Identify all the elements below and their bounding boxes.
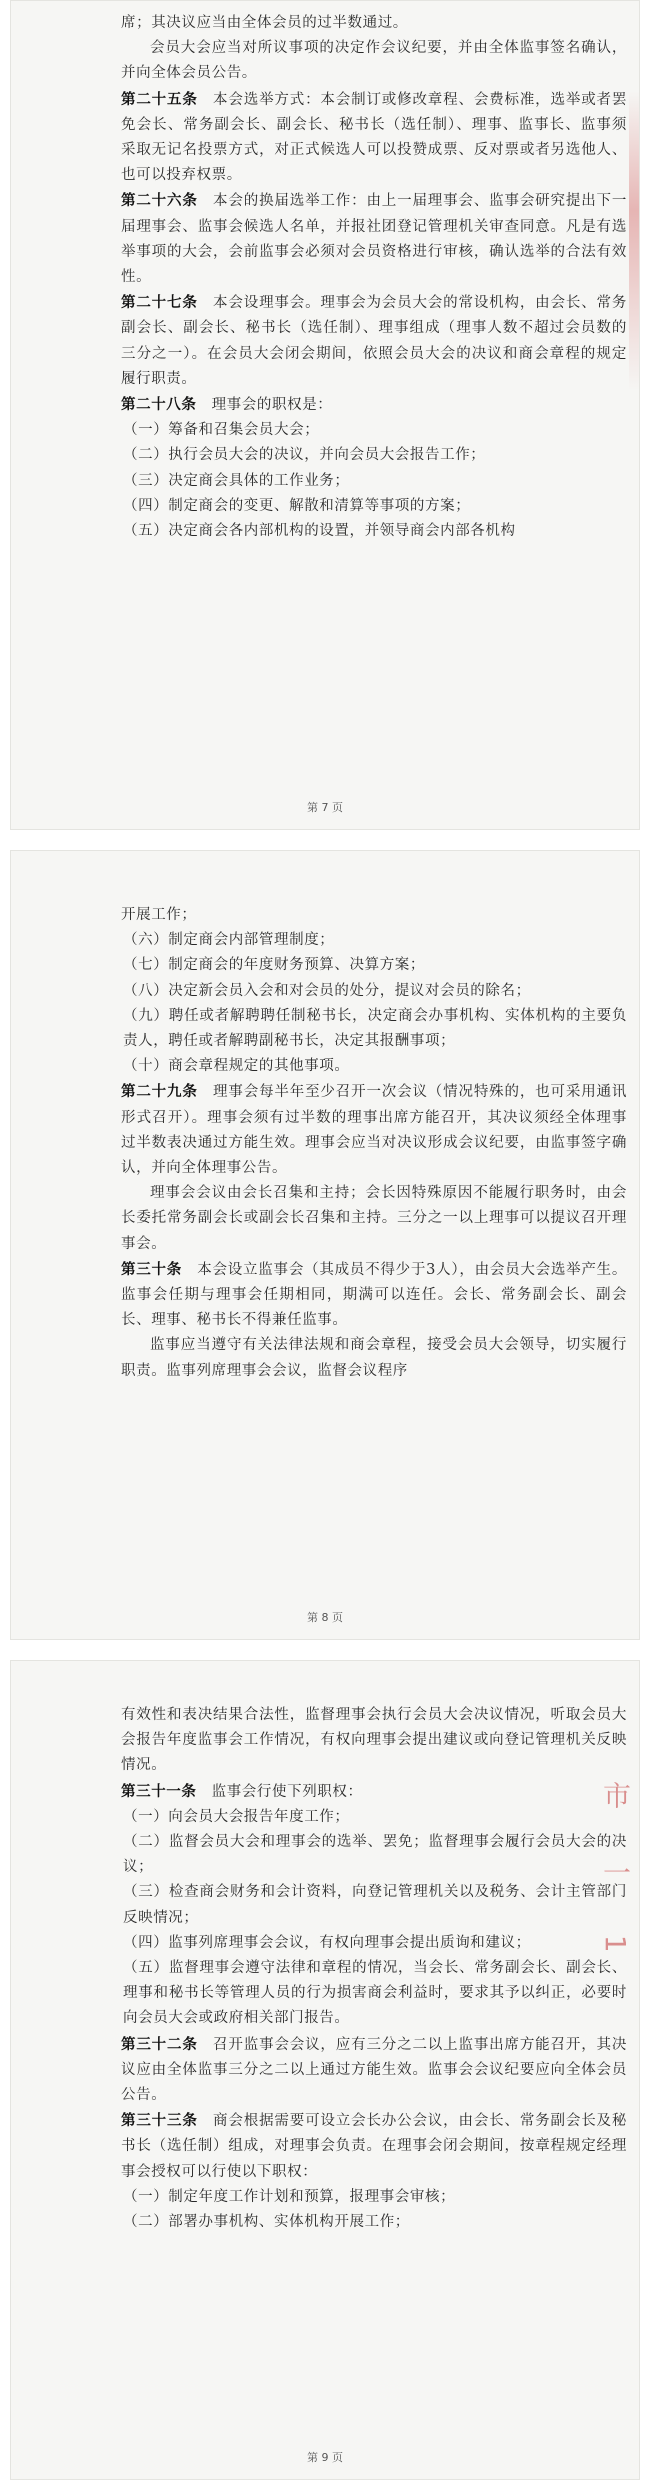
- list-item: （一）制定年度工作计划和预算，报理事会审核；: [123, 2188, 456, 2205]
- article-paragraph: [121, 188, 627, 290]
- article-paragraph: [121, 392, 627, 418]
- article-number: 第三十二条: [121, 2035, 198, 2053]
- list-item: （九）聘任或者解聘聘任制秘书长，决定商会办事机构、实体机构的主要负责人，聘任或者解聘副秘书长，决定其报酬事项；: [123, 1007, 627, 1050]
- article-text: 召开监事会会议，应有三分之二以上监事出席方能召开，其决议应由全体监事三分之二以上通过方能生效。监事会会议纪要应向全体会员公告。: [121, 2036, 627, 2104]
- list-item: （一）筹备和召集会员大会；: [123, 422, 320, 439]
- article-number: 第二十五条: [121, 90, 198, 108]
- list-item: （四）制定商会的变更、解散和清算等事项的方案；: [123, 497, 471, 514]
- page-body: [121, 903, 627, 1384]
- article-number: 第二十七条: [121, 294, 198, 312]
- article-text: 本会选举方式：本会制订或修改章程、会费标准，选举或者罢免会长、常务副会长、副会长、秘书长（选任制）、理事、监事长、监事须采取无记名投票方式，对正式候选人可以投赞成票、反对票或者另选他人、也可以投弃权票。: [121, 91, 627, 184]
- paragraph: 会员大会应当对所议事项的决定作会议纪要，并由全体监事签名确认，并向全体会员公告。: [121, 40, 627, 82]
- article-number: 第三十条: [121, 1260, 183, 1278]
- list-item: （七）制定商会的年度财务预算、决算方案；: [123, 957, 425, 974]
- article-text: 理事会每半年至少召开一次会议（情况特殊的，也可采用通讯形式召开）。理事会须有过半数的理事出席方能召开，其决议须经全体理事过半数表决通过方能生效。理事会应当对决议形成会议纪要，由监事签字确认，并向全体理事公告。: [121, 1084, 627, 1177]
- page-footer: 第 7 页: [307, 801, 343, 814]
- page-footer: 第 9 页: [307, 2451, 343, 2464]
- list-item: （四）监事列席理事会会议，有权向理事会提出质询和建议；: [123, 1934, 531, 1951]
- list-item: （三）决定商会具体的工作业务；: [123, 472, 350, 489]
- article-number: 第三十三条: [121, 2112, 198, 2130]
- paragraph: 席；其决议应当由全体会员的过半数通过。: [121, 15, 408, 31]
- red-stamp-fragment: 市 一 1: [599, 1781, 632, 1973]
- document-page-8: [10, 850, 640, 1640]
- red-stamp-edge-mark: [629, 91, 639, 391]
- article-paragraph: [121, 87, 627, 189]
- article-text: 本会设立监事会（其成员不得少于3人），由会员大会选举产生。监事会任期与理事会任期相同，期满可以连任。会长、常务副会长、副会长、理事、秘书长不得兼任监事。: [121, 1261, 627, 1329]
- article-number: 第二十八条: [121, 396, 197, 414]
- article-number: 第三十一条: [121, 1782, 197, 1800]
- list-item: （二）监督会员大会和理事会的选举、罢免；监督理事会履行会员大会的决议；: [123, 1834, 627, 1876]
- paragraph: 有效性和表决结果合法性，监督理事会执行会员大会决议情况，听取会员大会报告年度监事会工作情况，有权向理事会提出建议或向登记管理机关反映情况。: [121, 1707, 627, 1774]
- article-paragraph: [121, 1079, 627, 1181]
- article-paragraph: [121, 1779, 627, 1805]
- list-item: （三）检查商会财务和会计资料，向登记管理机关以及税务、会计主管部门反映情况；: [123, 1884, 627, 1926]
- list-item: （二）执行会员大会的决议，并向会员大会报告工作；: [123, 447, 486, 464]
- list-item: （五）决定商会各内部机构的设置，并领导商会内部各机构: [123, 523, 516, 540]
- article-paragraph: [121, 2032, 627, 2109]
- list-item: （十）商会章程规定的其他事项。: [123, 1058, 350, 1075]
- list-item: （五）监督理事会遵守法律和章程的情况，当会长、常务副会长、副会长、理事和秘书长等管理人员的行为损害商会利益时，要求其予以纠正，必要时向会员大会或政府相关部门报告。: [123, 1960, 627, 2027]
- document-page-9: [10, 1660, 640, 2480]
- paragraph: 理事会会议由会长召集和主持；会长因特殊原因不能履行职务时，由会长委托常务副会长或副会长召集和主持。三分之一以上理事可以提议召开理事会。: [121, 1185, 627, 1252]
- article-text: 本会设理事会。理事会为会员大会的常设机构，由会长、常务副会长、副会长、秘书长（选任制）、理事组成（理事人数不超过会员数的三分之一）。在会员大会闭会期间，依照会员大会的决议和商会章程的规定履行职责。: [121, 295, 627, 387]
- article-text: 商会根据需要可设立会长办公会议，由会长、常务副会长及秘书长（选任制）组成，对理事会负责。在理事会闭会期间，按章程规定经理事会授权可以行使以下职权：: [121, 2113, 627, 2180]
- article-number: 第二十六条: [121, 192, 198, 210]
- document-page-7: [10, 0, 640, 830]
- article-paragraph: [121, 290, 627, 392]
- article-text: 本会的换届选举工作：由上一届理事会、监事会研究提出下一届理事会、监事会候选人名单，并报社团登记管理机关审查同意。凡是有选举事项的大会，会前监事会必须对会员资格进行审核，确认选举的合法有效性。: [121, 193, 627, 286]
- page-body: [121, 1703, 627, 2235]
- page-body: [121, 11, 627, 544]
- article-paragraph: [121, 2108, 627, 2185]
- paragraph: 开展工作；: [121, 907, 197, 923]
- article-text: 理事会的职权是：: [196, 397, 333, 414]
- list-item: （二）部署办事机构、实体机构开展工作；: [123, 2214, 410, 2231]
- article-paragraph: [121, 1257, 627, 1334]
- paragraph: 监事应当遵守有关法律法规和商会章程，接受会员大会领导，切实履行职责。监事列席理事会会议，监督会议程序: [121, 1337, 627, 1379]
- list-item: （六）制定商会内部管理制度；: [123, 932, 335, 949]
- page-footer: 第 8 页: [307, 1611, 343, 1624]
- list-item: （一）向会员大会报告年度工作；: [123, 1808, 350, 1825]
- article-number: 第二十九条: [121, 1083, 198, 1101]
- list-item: （八）决定新会员入会和对会员的处分，提议对会员的除名；: [123, 982, 531, 999]
- article-text: 监事会行使下列职权：: [196, 1783, 363, 1800]
